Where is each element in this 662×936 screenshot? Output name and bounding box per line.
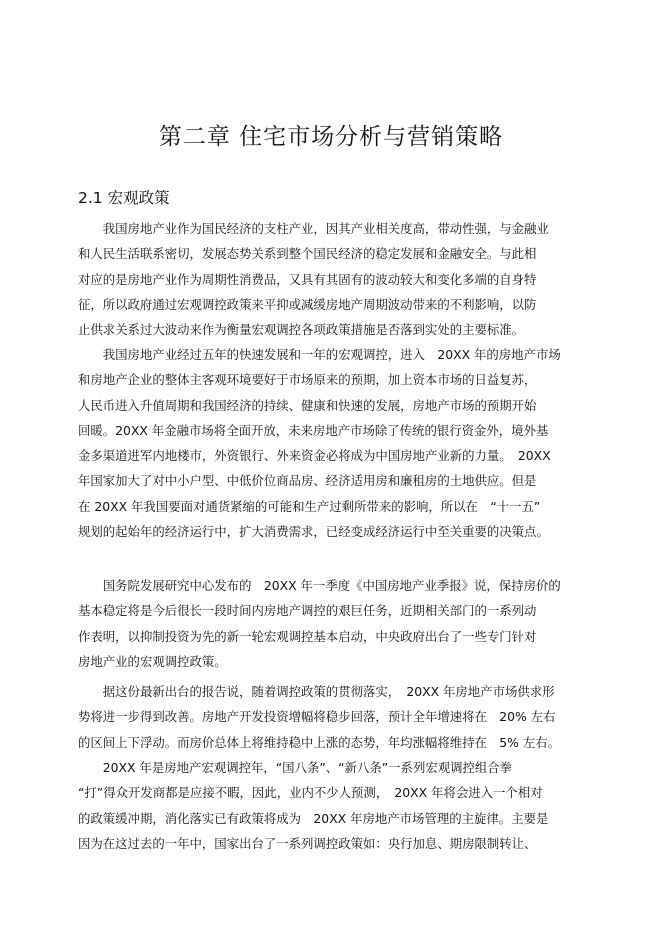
text-line: 我国房地产业经过五年的快速发展和一年的宏观调控，进入 20XX 年的房地产市场 — [78, 347, 561, 362]
paragraph-macro-policy-intro — [78, 216, 590, 342]
text-line: 基本稳定将是今后很长一段时间内房地产调控的艰巨任务，近期相关部门的一系列动 — [78, 603, 537, 619]
text-line: 止供求关系过大波动来作为衡量宏观调控各项政策措施是否落到实处的主要标准。 — [78, 322, 525, 338]
text-line: 金多渠道进军内地楼市，外资银行、外来资金必将成为中国房地产业新的力量。 20XX — [78, 448, 551, 464]
text-line: 在 20XX 年我国要面对通货紧缩的可能和生产过剩所带来的影响，所以在 “十一五” — [78, 498, 541, 514]
text-line: 房地产业的宏观调控政策。 — [78, 653, 227, 669]
text-line: 势将进一步得到改善。房地产开发投资增幅将稳步回落，预计全年增速将在 20% 左右 — [78, 709, 556, 725]
text-line: 规划的起始年的经济运行中，扩大消费需求，已经变成经济运行中至关重要的决策点。 — [78, 524, 549, 540]
text-line: “打”得众开发商都是应接不暇，因此，业内不少人预测， 20XX 年将会进入一个相对 — [78, 785, 543, 801]
text-line: 回暖。20XX 年金融市场将全面开放，未来房地产市场除了传统的银行资金外，境外基 — [78, 422, 549, 438]
text-line: 作表明，以抑制投资为先的新一轮宏观调控基本启动，中央政府出台了一些专门针对 — [78, 628, 537, 644]
text-line: 对应的是房地产业作为周期性消费品，又具有其固有的波动较大和变化多端的自身特 — [78, 271, 537, 287]
paragraph-state-council-report — [78, 573, 590, 674]
paragraph-regulation-year — [78, 755, 590, 856]
text-line: 和房地产企业的整体主客观环境要好于市场原来的预期，加上资本市场的日益复苏， — [78, 372, 537, 388]
text-line: 据这份最新出台的报告说，随着调控政策的贯彻落实， 20XX 年房地产市场供求形 — [78, 684, 555, 699]
text-line: 征，所以政府通过宏观调控政策来平抑或减缓房地产周期波动带来的不利影响，以防 — [78, 296, 537, 312]
paragraph-market-development — [78, 342, 590, 544]
text-line: 我国房地产业作为国民经济的支柱产业，因其产业相关度高，带动性强，与金融业 — [78, 221, 549, 236]
section-heading: 2.1 宏观政策 — [78, 189, 170, 207]
text-line: 的区间上下浮动。而房价总体上将维持稳中上涨的态势，年均涨幅将维持在 5% 左右。 — [78, 734, 561, 750]
text-line: 和人民生活联系密切，发展态势关系到整个国民经济的稳定发展和金融安全。与此相 — [78, 246, 537, 262]
text-line: 因为在这过去的一年中，国家出台了一系列调控政策如：央行加息、期房限制转让、 — [78, 835, 537, 851]
text-line: 20XX 年是房地产宏观调控年，“国八条”、“新八条”一系列宏观调控组合拳 — [78, 760, 513, 775]
chapter-title: 第二章 住宅市场分析与营销策略 — [158, 124, 504, 150]
text-line: 的政策缓冲期，消化落实已有政策将成为 20XX 年房地产市场管理的主旋律。主要是 — [78, 810, 549, 826]
text-line: 国务院发展研究中心发布的 20XX 年一季度《中国房地产业季报》说，保持房价的 — [78, 578, 561, 593]
paragraph-report-forecast — [78, 679, 590, 755]
text-line: 年国家加大了对中小户型、中低价位商品房、经济适用房和廉租房的土地供应。但是 — [78, 473, 537, 489]
text-line: 人民币进入升值周期和我国经济的持续、健康和快速的发展，房地产市场的预期开始 — [78, 397, 537, 413]
